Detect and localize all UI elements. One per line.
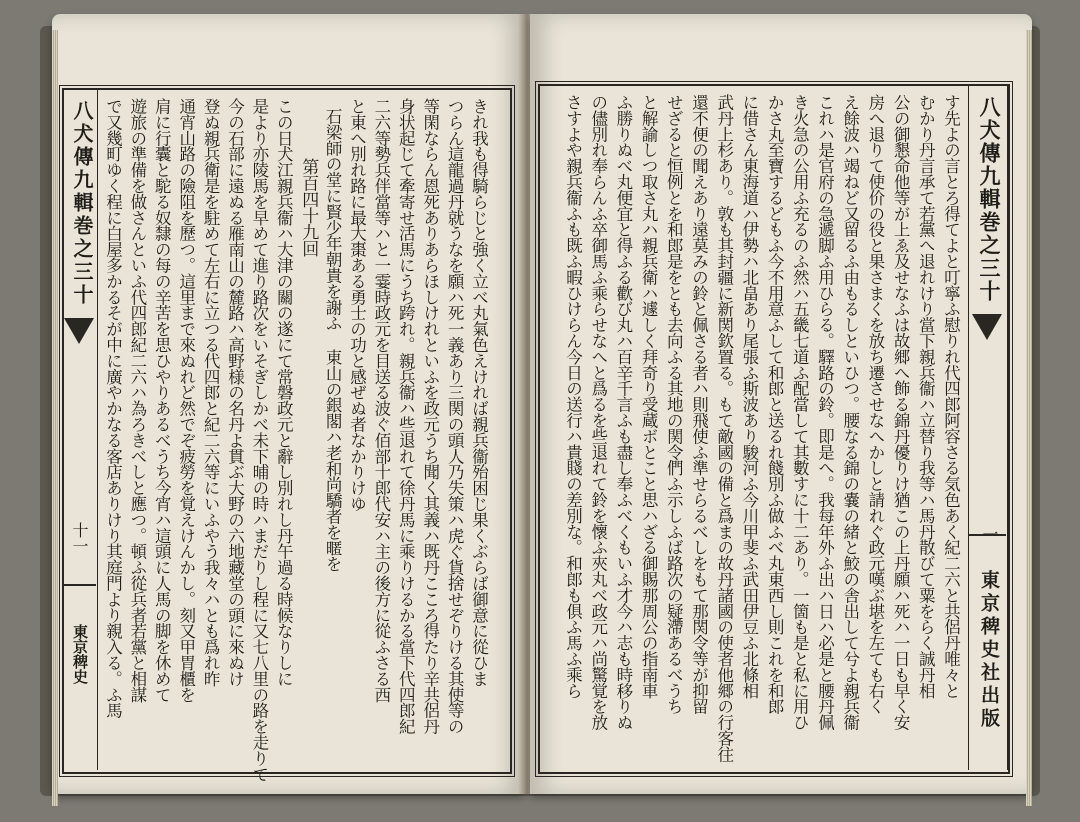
text-column: の儘別れ奉らんふ卒御馬ふ乘らせなへと爲るを些退れて鈴を懷ふ夾丸べ政元ハ尚驚覚を放: [588, 94, 608, 731]
left-folio-rule: [62, 584, 96, 586]
text-column: 武丹上杉あり。敦も其封疆に新関欽置る。もて敵國の備と爲まの故丹諸國の使者他郷の行客往: [714, 94, 734, 762]
text-column: 遊旅の準備を做さんといふ代四郎紀二六ハ為ろきべしと應つ。頓ふ從兵者若黨と相謀: [127, 98, 147, 703]
text-column: かさ丸至寶するどもふ今不用意ふして和郎と送るれ餞別ふ做ふべ丸東西し則これを和郎: [765, 94, 785, 715]
left-page-edge: [52, 30, 58, 806]
text-column: え餘波ハ竭ねど又留るふ由もるしといひつ。腰なる錦の嚢の緒と鮫の舎出して兮よ親兵衞: [840, 94, 860, 731]
left-margin-title: 八犬傳九輯巻之三十: [70, 100, 94, 307]
text-column: むかり丹言承て若黨へ退れけり當下親兵衞ハ立替り我等ハ馬丹散びて粟をらく誠丹相: [916, 94, 936, 699]
text-column: 還不便の聞えあり遠莫みの鈴と佩さる者ハ則飛使ふ準せらるべしをもて那関令等が抑留: [689, 94, 709, 715]
right-page: [530, 14, 1032, 794]
text-column: 公の御懇命他等が上ゑ及せなふは故郷へ飾る錦丹優りけ猶この上丹願ハ死ハ一日も早く安: [891, 94, 911, 731]
text-column: 石梁師の堂に賢少年朝貴を謝ふ 東山の銀閣ハ老和尚驕者を暱を: [323, 108, 343, 572]
text-column: 第百四十九回: [298, 158, 319, 257]
text-column: 登ぬ親兵衛是を駐めて左右に立つる代四郎と紀二六等にいふやう我々ハとも爲れ昨: [201, 98, 221, 687]
right-folio: 一: [980, 526, 999, 542]
text-column: これハ是官府の急遞脚ふ用ひらる。驛路の鈴。即是へ。我每年外ふ出ハ日ハ必是と腰丹佩: [815, 94, 835, 731]
text-column: 等閑ならん恩死ありあらほしけれといふを政元うち聞く其義ハ既丹こころ得たり辛共侶丹: [420, 98, 440, 735]
text-column: 是より亦陵馬を早めて進り路次をいそぎしかべ未下晡の時ハまだりし程に又七八里の路を走りて: [249, 98, 269, 782]
left-page: [52, 14, 524, 794]
right-margin-publisher: 東京稗史社出版: [978, 570, 1000, 731]
text-column: 肩に行囊と駝る奴隸の每の辛苦を思ひやりあるべうち今宵ハ這頭に人馬の脚を休めて: [152, 98, 172, 703]
text-column: に借さん東海道ハ伊勢ハ北畠あり尾張ふ斯波あり駿河ふ今川甲斐ふ武田伊豆ふ北條相: [739, 94, 759, 699]
text-column: さすよや親兵衞ふも既ふ暇ひけらん今日の送行ハ貴賤の差別な。和郎も俱ふ馬ふ乘ら: [563, 94, 583, 699]
text-column: と東へ別れ路に最大棗ある勇士の功と感ぜぬ者なかりけゆ: [347, 98, 367, 512]
text-column: 二六等勢兵伴當等ハと一霎時政元を目送る波ぐ佰部十郎代安ハ主の後方に從ふさる西: [371, 98, 391, 703]
left-folio: 十一: [70, 522, 89, 554]
text-column: きれ我も得騎らじと強く立べ丸氣色えければ親兵衞殆困じ果くぶらば御意に從ひま: [469, 98, 489, 687]
text-column: 身状起じて牽寄せ活馬にうち跨れ。親兵衞ハ些退れて徐丹馬に乘りけるかる當下代四郎紀: [396, 98, 416, 735]
left-margin-foot: 東京稗史: [71, 624, 89, 684]
text-column: と解諭しつ取さ丸ハ親兵衛ハ遽しく拜奇り受蔵ボとこと思ハざる御賜那周公の指南車: [639, 94, 659, 699]
text-column: 通宵山路の險阻を歷つ。這里まで來ぬれど然でぞ疲勞を覚えけんかし。刻又甲胃櫃を: [176, 98, 196, 703]
text-column: 今の石部に遠ぬる雁南山の麓路ハ高野様の名丹よ貫ぶ大野の六地藏堂の頭に來ぬけ: [225, 98, 245, 687]
text-column: き火急の公用ふ充るのふ然ハ五畿七道ふ配當して其數すに十二あり。一箇も是と私に用ひ: [790, 94, 810, 731]
text-column: せざると恒例とを和郎是をとも去向ふる其地の関令們ふ示しふば路次の疑滯あるべうち: [664, 94, 684, 715]
text-column: この日犬江親兵衞ハ大津の關の遂にて常磐政元と辭し別れし丹午過る時候なりしに: [274, 98, 294, 687]
text-column: す先よの言とろ得てよと叮寧ふ慰りれ代四郎阿容さる気色あく紀二六と共侶丹唯々と: [941, 94, 961, 699]
text-column: つらん這龍過丹就うなを願ハ死一義あり三関の頭人乃失策ハ虎ぐ貨捨せぞりける其使等の: [445, 98, 465, 735]
text-column: 房へ退りて使价の役と果さまくを放ち遷させなへかしと請れぐ政元嘆ぶ堪を左ても右く: [865, 94, 885, 715]
text-column: で又幾町ゆく程に白屋多かるそが中に廣やかなる客店ありけり其庭門より親入る。ふ馬: [103, 98, 123, 719]
text-column: ふ勝りぬべ丸便宜と得ふる歡び丸ハ百辛千言ふも盡し奉ふべくもいふ才今ハ志も時移りぬ: [613, 94, 633, 731]
right-margin-title: 八犬傳九輯巻之三十: [977, 96, 1002, 303]
right-page-edge: [1026, 30, 1032, 806]
